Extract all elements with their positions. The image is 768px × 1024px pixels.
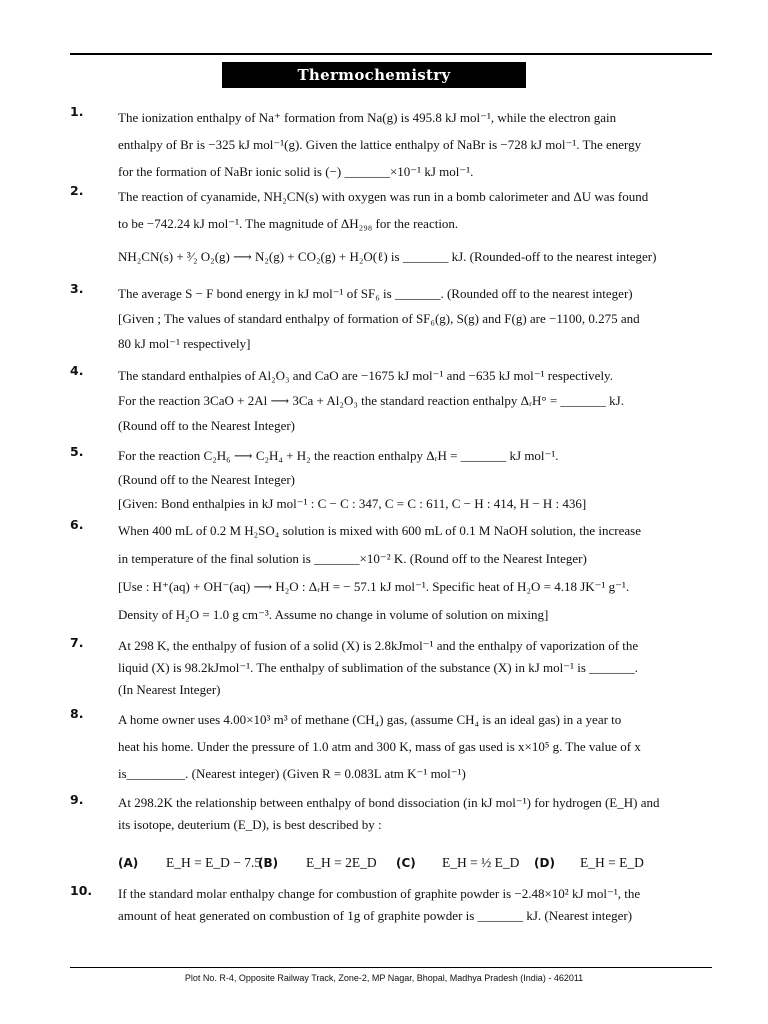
question-text-line: liquid (X) is 98.2kJmol⁻¹. The enthalpy of sublimation of the substance (X) in kJ mol⁻¹ is _______. <box>118 660 638 675</box>
title-banner <box>222 62 526 88</box>
question-text-line: (In Nearest Integer) <box>118 682 221 697</box>
question-number: 4. <box>70 363 84 378</box>
question-text-line: amount of heat generated on combustion of 1g of graphite powder is _______ kJ. (Nearest integer) <box>118 908 633 923</box>
question-number: 1. <box>70 104 84 119</box>
question-text-line: If the standard molar enthalpy change for combustion of graphite powder is −2.48×10² kJ mol⁻¹, the <box>118 886 641 901</box>
top-rule <box>70 53 712 55</box>
option-text: E_H = 2E_D <box>306 855 377 870</box>
question-text-line: for the formation of NaBr ionic solid is (−) _______×10⁻¹ kJ mol⁻¹. <box>118 164 474 179</box>
question-6 <box>70 517 715 629</box>
question-text-line: (Round off to the Nearest Integer) <box>118 418 296 433</box>
option-text: E_H = E_D − 7.5 <box>166 855 262 870</box>
option-text: E_H = E_D <box>580 855 644 870</box>
question-text-line: heat his home. Under the pressure of 1.0 atm and 300 K, mass of gas used is x×10⁵ g. The value of x <box>118 739 641 754</box>
question-number: 3. <box>70 281 84 296</box>
question-text-line: When 400 mL of 0.2 M H₂SO₄ solution is mixed with 600 mL of 0.1 M NaOH solution, the increase <box>118 523 641 538</box>
question-5 <box>70 444 715 516</box>
answer-options <box>118 852 713 874</box>
question-10 <box>70 883 715 927</box>
question-1 <box>70 104 715 185</box>
question-9 <box>70 792 715 874</box>
question-text-line: The standard enthalpies of Al₂O₃ and CaO are −1675 kJ mol⁻¹ and −635 kJ mol⁻¹ respectively. <box>118 368 613 383</box>
option-text: E_H = ½ E_D <box>442 855 520 870</box>
question-2 <box>70 183 715 270</box>
question-number: 5. <box>70 444 84 459</box>
question-text-line: to be −742.24 kJ mol⁻¹. The magnitude of ΔH₂₉₈ for the reaction. <box>118 216 459 231</box>
question-text-line: A home owner uses 4.00×10³ m³ of methane (CH₄) gas, (assume CH₄ is an ideal gas) in a year to <box>118 712 622 727</box>
option-label: (C) <box>396 856 416 870</box>
question-text-line: The reaction of cyanamide, NH₂CN(s) with oxygen was run in a bomb calorimeter and ΔU was found <box>118 189 649 204</box>
question-text-line: [Given ; The values of standard enthalpy of formation of SF₆(g), S(g) and F(g) are −1100, 0.275 and <box>118 311 640 326</box>
option-label: (B) <box>258 856 279 870</box>
question-text-line: At 298 K, the enthalpy of fusion of a solid (X) is 2.8kJmol⁻¹ and the enthalpy of vaporization of the <box>118 638 639 653</box>
question-text-line: The average S − F bond energy in kJ mol⁻¹ of SF₆ is _______. (Rounded off to the nearest integer) <box>118 286 633 301</box>
question-text-line: enthalpy of Br is −325 kJ mol⁻¹(g). Given the lattice enthalpy of NaBr is −728 kJ mol⁻¹. The energy <box>118 137 642 152</box>
question-text-line: For the reaction 3CaO + 2Al ⟶ 3Ca + Al₂O₃ the standard reaction enthalpy ΔᵣH° = _______ kJ. <box>118 393 624 408</box>
option-label: (A) <box>118 856 139 870</box>
question-8 <box>70 706 715 787</box>
question-text-line: The ionization enthalpy of Na⁺ formation from Na(g) is 495.8 kJ mol⁻¹, while the electron gain <box>118 110 617 125</box>
question-3 <box>70 281 715 356</box>
option-label: (D) <box>534 856 555 870</box>
page-title: Thermochemistry <box>297 66 451 84</box>
question-text-line: in temperature of the final solution is _______×10⁻² K. (Round off to the Nearest Integer) <box>118 551 587 566</box>
question-text-line: At 298.2K the relationship between enthalpy of bond dissociation (in kJ mol⁻¹) for hydrogen (E_H) and <box>118 795 660 810</box>
question-number: 7. <box>70 635 84 650</box>
question-text-line: [Use : H⁺(aq) + OH⁻(aq) ⟶ H₂O : ΔᵣH = − 57.1 kJ mol⁻¹. Specific heat of H₂O = 4.18 JK⁻¹ g⁻¹. <box>118 579 630 594</box>
footer-address: Plot No. R-4, Opposite Railway Track, Zone-2, MP Nagar, Bhopal, Madhya Pradesh (India) - 462011 <box>184 973 584 983</box>
question-number: 10. <box>70 883 93 898</box>
question-text-line: 80 kJ mol⁻¹ respectively] <box>118 336 251 351</box>
question-text-line: Density of H₂O = 1.0 g cm⁻³. Assume no change in volume of solution on mixing] <box>118 607 549 622</box>
question-number: 6. <box>70 517 84 532</box>
question-text-line: (Round off to the Nearest Integer) <box>118 472 296 487</box>
question-7 <box>70 635 715 701</box>
footer-rule <box>70 967 712 968</box>
question-text-line: is_________. (Nearest integer) (Given R = 0.083L atm K⁻¹ mol⁻¹) <box>118 766 466 781</box>
question-number: 8. <box>70 706 84 721</box>
question-number: 2. <box>70 183 84 198</box>
question-number: 9. <box>70 792 84 807</box>
reaction-equation: NH₂CN(s) + ³⁄₂ O₂(g) ⟶ N₂(g) + CO₂(g) + H₂O(ℓ) is _______ kJ. (Rounded-off to the nearest integer) <box>118 249 657 264</box>
question-text-line: For the reaction C₂H₆ ⟶ C₂H₄ + H₂ the reaction enthalpy ΔᵣH = _______ kJ mol⁻¹. <box>118 448 559 463</box>
question-text-line: [Given: Bond enthalpies in kJ mol⁻¹ : C − C : 347, C = C : 611, C − H : 414, H − H : 436] <box>118 496 587 511</box>
question-4 <box>70 363 715 438</box>
question-text-line: its isotope, deuterium (E_D), is best described by : <box>118 817 382 832</box>
